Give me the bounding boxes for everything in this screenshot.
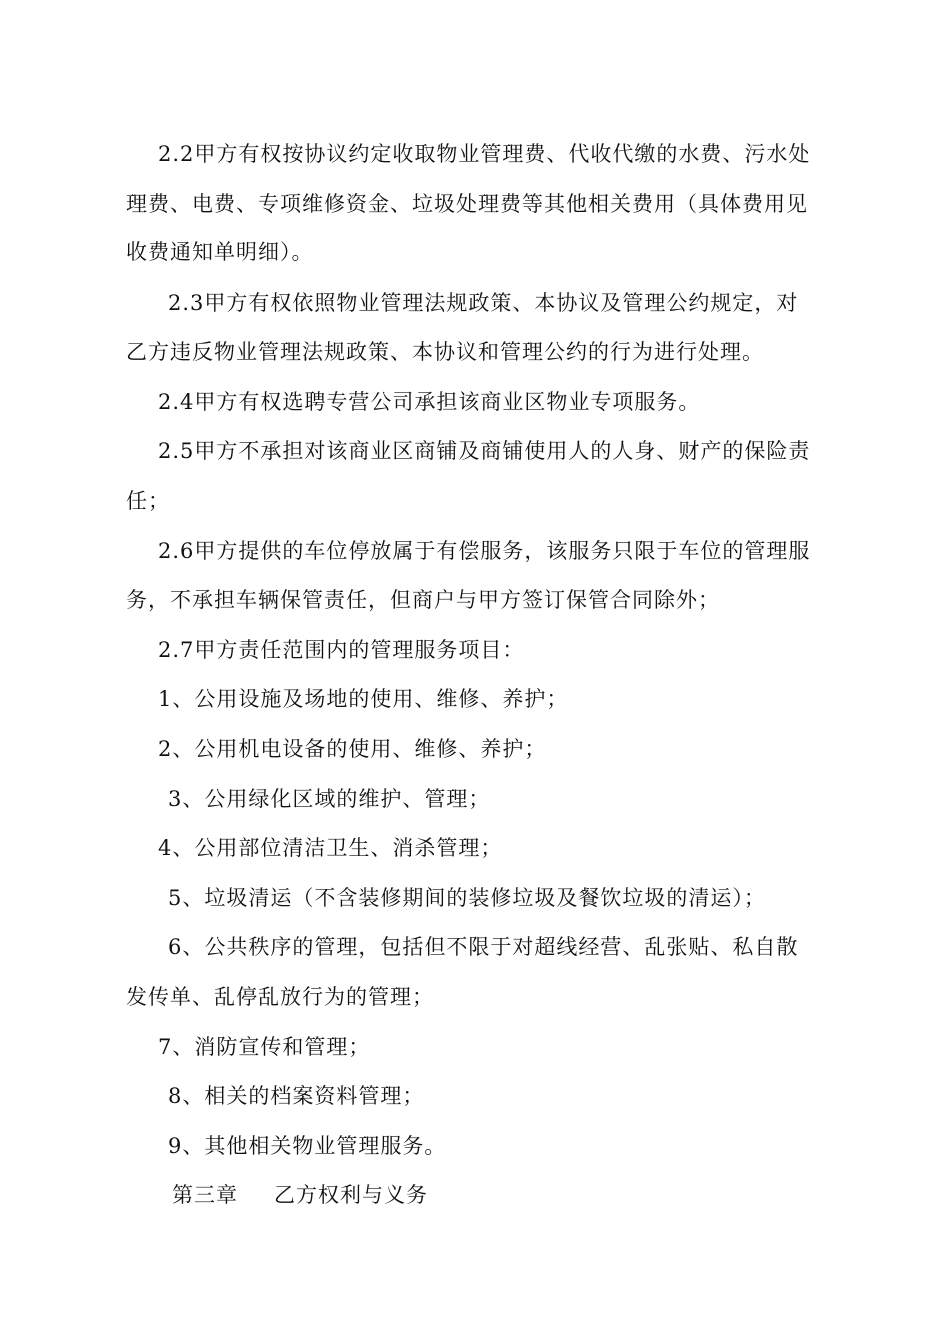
list-item-1: 1、公用设施及场地的使用、维修、养护； [158,687,569,711]
chapter-title: 乙方权利与义务 [274,1183,428,1207]
paragraph-2-6-line-1: 2.6甲方提供的车位停放属于有偿服务，该服务只限于车位的管理服 [158,539,811,563]
paragraph-2-3-line-2: 乙方违反物业管理法规政策、本协议和管理公约的行为进行处理。 [126,340,764,364]
paragraph-2-5-line-1: 2.5甲方不承担对该商业区商铺及商铺使用人的人身、财产的保险责 [158,439,811,463]
list-item-6-line-1: 6、公共秩序的管理，包括但不限于对超线经营、乱张贴、私自散 [168,935,799,959]
paragraph-2-5-line-2: 任； [126,489,170,513]
paragraph-2-7: 2.7甲方责任范围内的管理服务项目： [158,638,525,662]
list-item-2: 2、公用机电设备的使用、维修、养护； [158,737,547,761]
paragraph-2-2-line-3: 收费通知单明细）。 [126,240,314,264]
paragraph-2-2-line-2: 理费、电费、专项维修资金、垃圾处理费等其他相关费用（具体费用见 [126,192,808,216]
chapter-number: 第三章 [172,1183,238,1207]
list-item-5: 5、垃圾清运（不含装修期间的装修垃圾及餐饮垃圾的清运）； [168,886,766,910]
paragraph-2-3-line-1: 2.3甲方有权依照物业管理法规政策、本协议及管理公约规定，对 [168,291,799,315]
paragraph-2-2-line-1: 2.2甲方有权按协议约定收取物业管理费、代收代缴的水费、污水处 [158,142,811,166]
paragraph-2-6-line-2: 务，不承担车辆保管责任，但商户与甲方签订保管合同除外； [126,588,720,612]
chapter-heading [172,1180,428,1210]
list-item-4: 4、公用部位清洁卫生、消杀管理； [158,836,503,860]
list-item-6-line-2: 发传单、乱停乱放行为的管理； [126,985,434,1009]
list-item-7: 7、消防宣传和管理； [158,1035,371,1059]
list-item-8: 8、相关的档案资料管理； [168,1084,425,1108]
list-item-3: 3、公用绿化区域的维护、管理； [168,787,491,811]
list-item-9: 9、其他相关物业管理服务。 [168,1134,447,1158]
paragraph-2-4: 2.4甲方有权选聘专营公司承担该商业区物业专项服务。 [158,390,701,414]
